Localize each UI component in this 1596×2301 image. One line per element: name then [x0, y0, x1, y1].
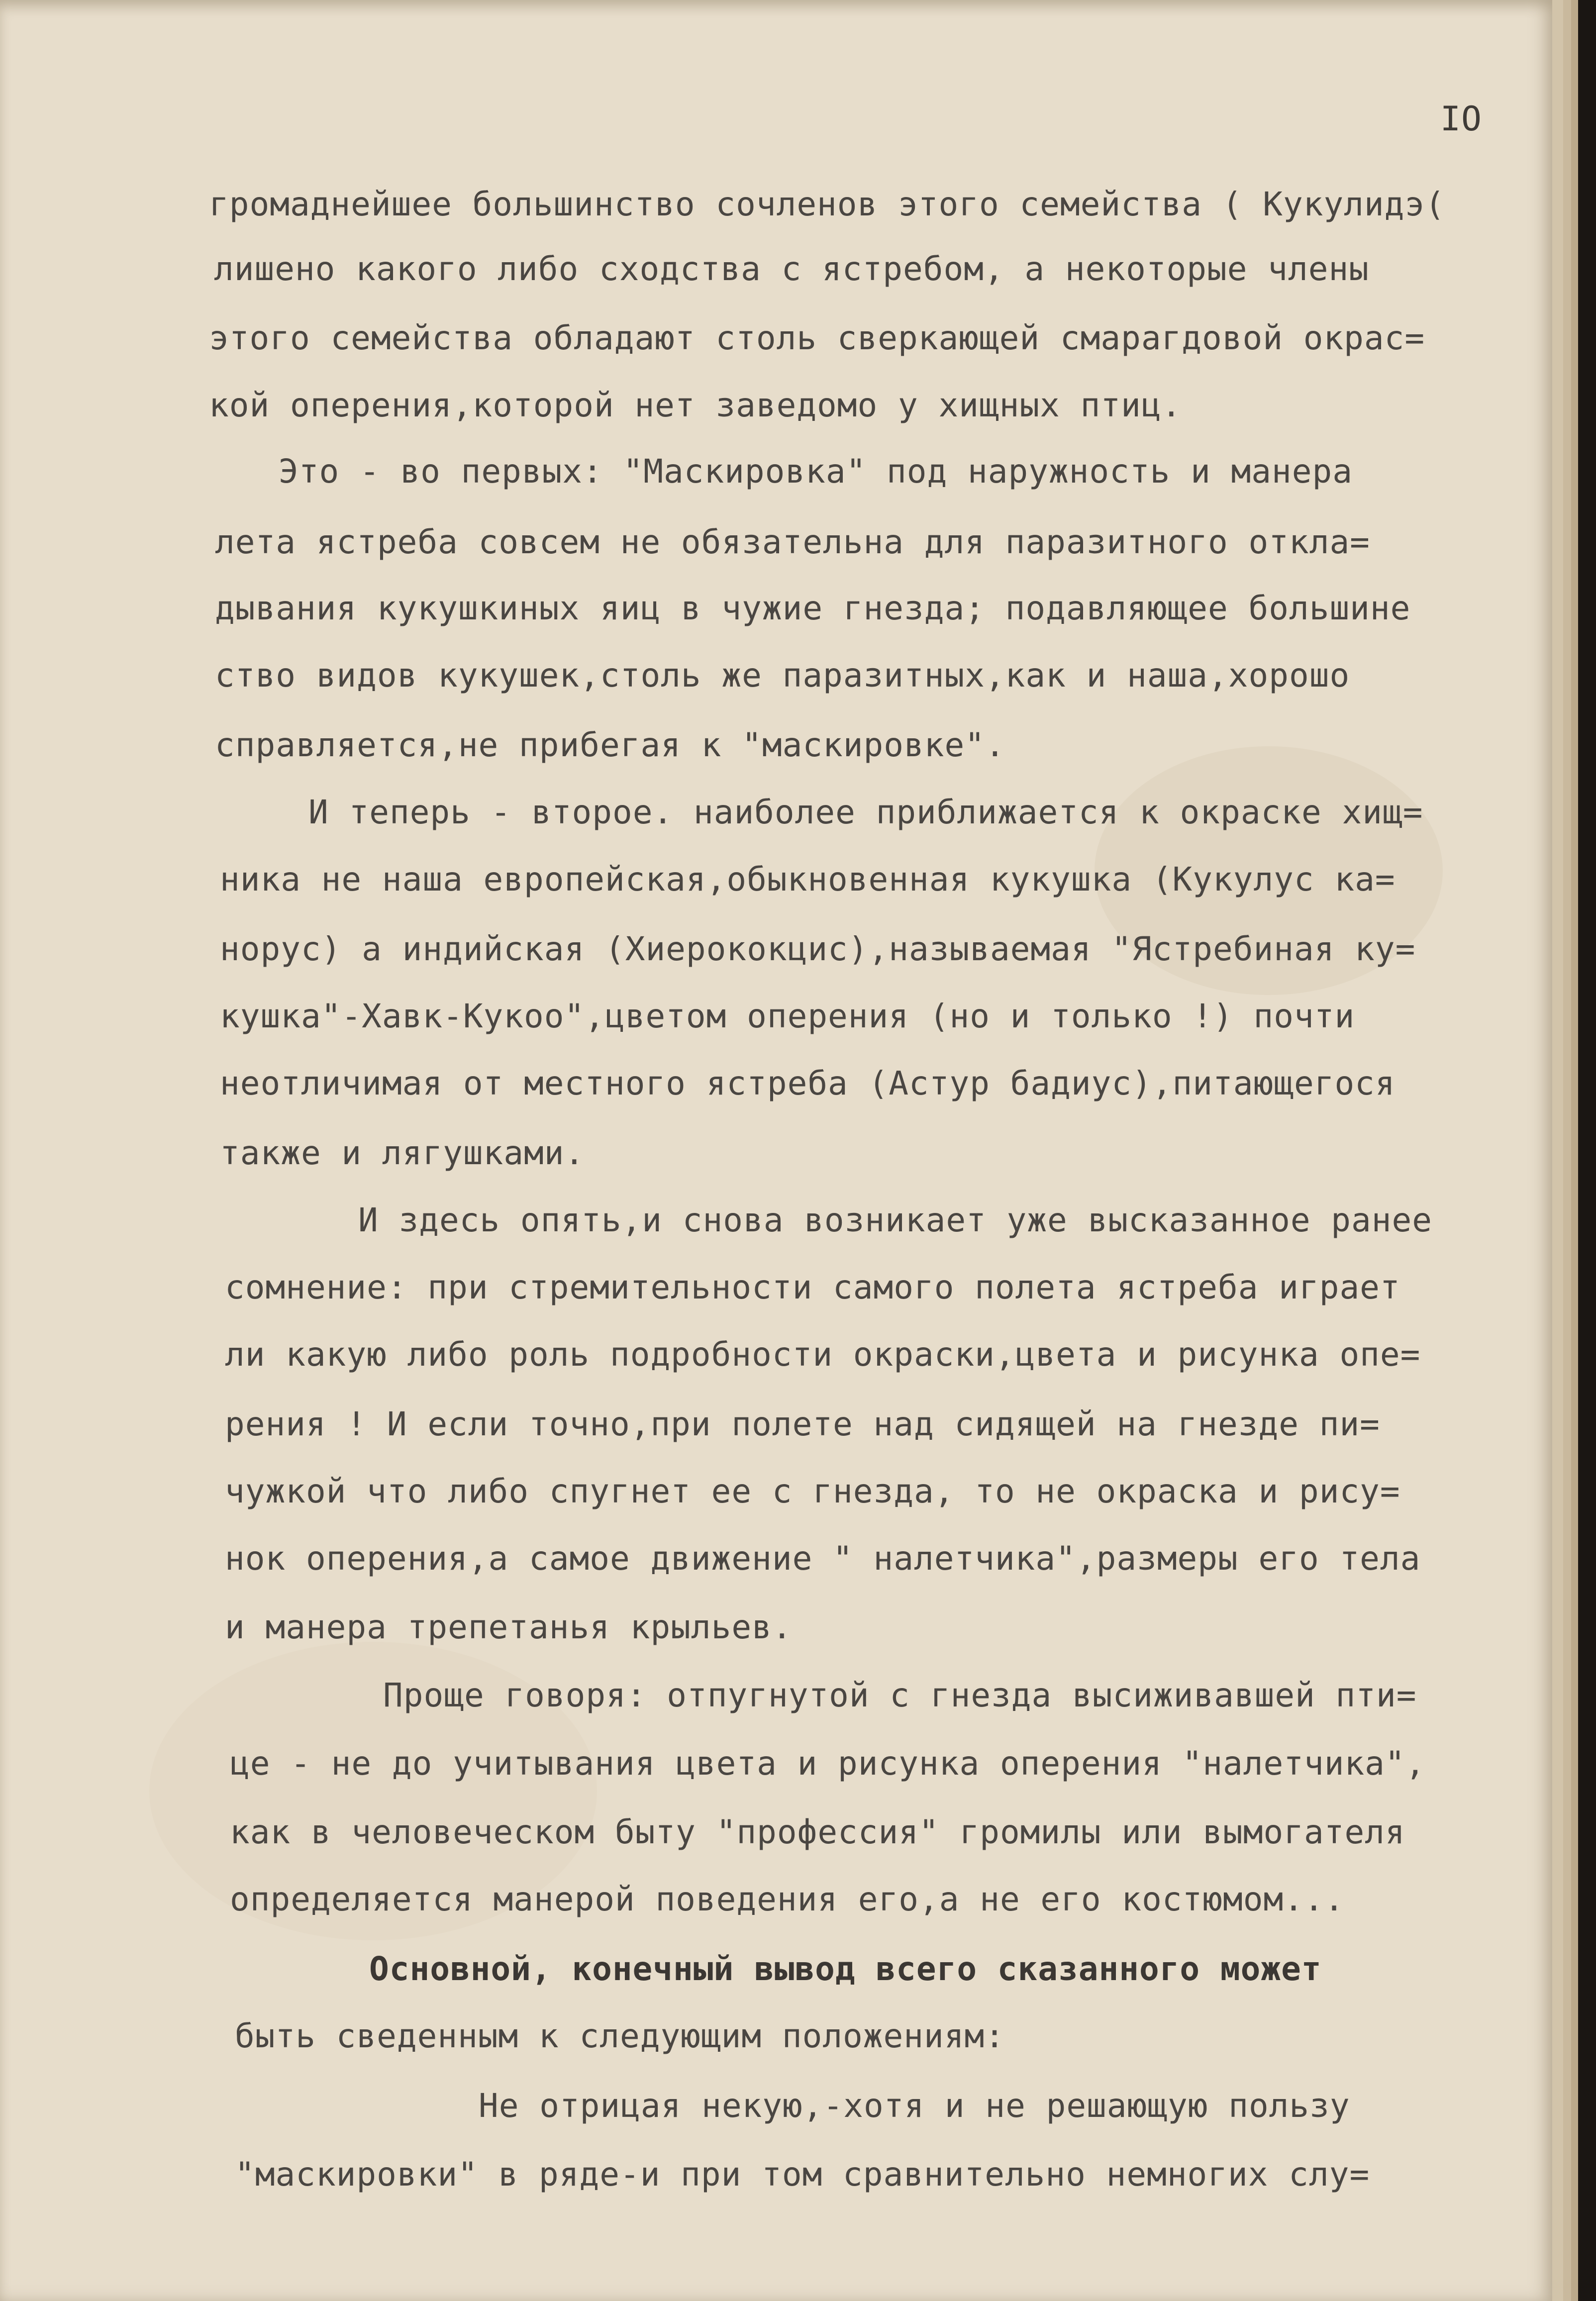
text-line: как в человеческом быту "профессия" громилы или вымогателя	[230, 1813, 1405, 1851]
text-line: И теперь - второе. наиболее приближается к окраске хищ=	[308, 793, 1423, 831]
text-line: Проще говоря: отпугнутой с гнезда высиживавшей пти=	[383, 1676, 1417, 1714]
page-edge	[1552, 0, 1563, 2301]
text-line: лишено какого либо сходства с ястребом, а некоторые члены	[214, 250, 1369, 288]
page-number: IO	[1440, 100, 1482, 139]
text-line: "маскировки" в ряде-и при том сравнительно немногих слу=	[235, 2155, 1370, 2194]
text-line: дывания кукушкиных яиц в чужие гнезда; подавляющее большине	[215, 589, 1411, 627]
text-line: ли какую либо роль подробности окраски,цвета и рисунка опе=	[225, 1335, 1421, 1374]
text-line: быть сведенным к следующим положениям:	[235, 2017, 1005, 2055]
text-line: ника не наша европейская,обыкновенная кукушка (Кукулус ка=	[220, 860, 1396, 899]
text-line: нок оперения,а самое движение " налетчика",размеры его тела	[225, 1539, 1421, 1578]
text-line: этого семейства обладают столь сверкающей смарагдовой окрас=	[209, 319, 1425, 357]
text-line: кушка"-Хавк-Кукоо",цветом оперения (но и только !) почти	[220, 997, 1355, 1035]
text-line: неотличимая от местного ястреба (Астур бадиус),питающегося	[220, 1064, 1396, 1102]
text-line: норус) а индийская (Хиерококцис),называемая "Ястребиная ку=	[220, 930, 1416, 968]
text-line: громаднейшее большинство сочленов этого семейства ( Кукулидэ(	[209, 185, 1445, 223]
text-line: И здесь опять,и снова возникает уже высказанное ранее	[358, 1201, 1432, 1239]
text-line: чужкой что либо спугнет ее с гнезда, то не окраска и рису=	[225, 1472, 1400, 1510]
text-line: Это - во первых: "Маскировка" под наружность и манера	[279, 452, 1353, 491]
text-line: справляется,не прибегая к "маскировке".	[215, 726, 1005, 764]
text-line: Основной, конечный вывод всего сказанного может	[369, 1950, 1322, 1988]
text-line: лета ястреба совсем не обязательна для паразитного откла=	[215, 523, 1370, 561]
text-line: определяется манерой поведения его,а не его костюмом...	[230, 1880, 1345, 1918]
text-line: и манера трепетанья крыльев.	[225, 1608, 793, 1646]
text-line: рения ! И если точно,при полете над сидящей на гнезде пи=	[225, 1405, 1380, 1443]
text-line: сомнение: при стремительности самого полета ястреба играет	[225, 1268, 1400, 1306]
text-line: кой оперения,которой нет заведомо у хищных птиц.	[209, 386, 1182, 424]
page-edge	[1571, 0, 1578, 2301]
text-line: це - не до учитывания цвета и рисунка оперения "налетчика",	[230, 1744, 1426, 1783]
text-line: Не отрицая некую,-хотя и не решающую пользу	[479, 2087, 1350, 2125]
page-edge	[1563, 0, 1571, 2301]
text-line: ство видов кукушек,столь же паразитных,как и наша,хорошо	[215, 656, 1350, 695]
text-line: также и лягушками.	[220, 1134, 585, 1172]
